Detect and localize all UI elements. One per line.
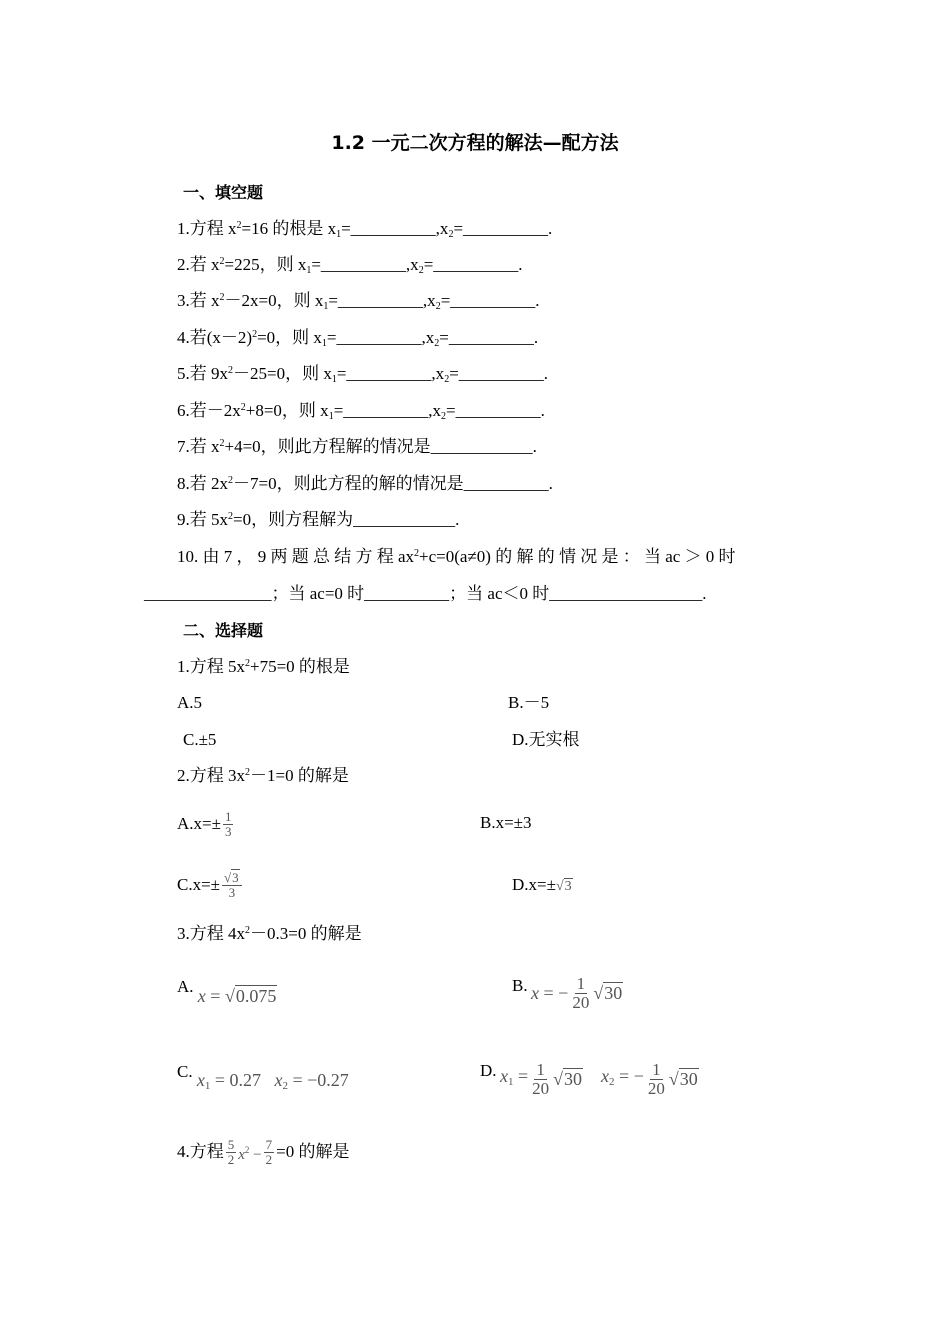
fill-question-4: 4.若$(x-2)^2=0$，则 $x_1=\_\_\_\_\_\_\_\_\_\_,x_2=\_\_\_\_\_\_\_\_\_\_$.: [177, 328, 539, 349]
fill-question-3: 3.若 $x^2-2x=0$，则 $x_1=\_\_\_\_\_\_\_\_\_\_,x_2=\_\_\_\_\_\_\_\_\_\_$.: [177, 291, 540, 312]
fill-question-5: 5.若 $9x^2-25=0$，则 $x_1=\_\_\_\_\_\_\_\_\_\_,x_2=\_\_\_\_\_\_\_\_\_\_$.: [177, 364, 549, 385]
fill-question-6: 6.若$-2x^2+8=0$，则 $x_1=\_\_\_\_\_\_\_\_\_\_,x_2=\_\_\_\_\_\_\_\_\_\_$.: [177, 401, 545, 422]
choice-1-option-c: C.±5: [183, 730, 217, 749]
choice-question-1: 1.方程 $5x^2+75=0$ 的根是: [177, 657, 350, 676]
page-title: 1.2 一元二次方程的解法—配方法: [331, 132, 619, 154]
section-fill-in-heading: 一、填空题: [183, 183, 264, 202]
fill-question-2: 2.若 $x^2=225$，则 $x_1=\_\_\_\_\_\_\_\_\_\_,x_2=\_\_\_\_\_\_\_\_\_\_$.: [177, 255, 523, 276]
choice-2-option-b: B.x=±3: [480, 813, 532, 832]
choice-2-option-a: A.x=± $\frac{1}{3}$: [177, 808, 232, 839]
fill-question-10-line-1: 10. 由 7 ， 9 两 题 总 结 方 程 $ax^2+c=0(a\ne 0)$ 的 解 的 情 况 是 ： 当 ac ＞ 0 时: [177, 547, 736, 566]
fill-question-9: 9.若 $5x^2=0$，则方程解为____________.: [177, 510, 460, 529]
choice-3-option-c: C. x1 = 0.27 x2 = −0.27: [177, 1062, 349, 1092]
choice-question-3: 3.方程 $4x^2-0.3=0$ 的解是: [177, 924, 362, 943]
choice-question-4: 4.方程 $\frac{5}{2}$ $x^2$ − $\frac{7}{2}$ =0 的解是: [177, 1136, 350, 1167]
choice-3-option-b-expression: x = − $\frac{1}{20}$ √30: [531, 973, 623, 1012]
fill-question-1: 1.方程 $x^2=16$ 的根是 $x_1=\_\_\_\_\_\_\_\_\_\_,x_2=\_\_\_\_\_\_\_\_\_\_$.: [177, 219, 553, 240]
fill-question-10-line-2: _______________；当 ac=0 时__________；当 ac＜0 时__________________.: [144, 584, 707, 603]
choice-3-option-b: B.: [512, 976, 528, 995]
choice-3-option-d: D.: [480, 1061, 497, 1080]
fraction-one-third: $\frac{1}{3}$: [224, 808, 232, 839]
section-choice-heading: 二、选择题: [183, 621, 264, 640]
choice-2-option-d: D.x=±√3: [512, 875, 572, 894]
choice-question-2: 2.方程 $3x^2-1=0$ 的解是: [177, 766, 349, 785]
fill-question-8: 8.若 $2x^2-7=0$，则此方程的解的情况是__________.: [177, 474, 553, 493]
choice-2-option-c: C.x=± $\frac{√3}{3}$: [177, 864, 244, 906]
fill-question-7: 7.若 $x^2+4=0$，则此方程解的情况是____________.: [177, 437, 537, 456]
choice-1-option-b: B.－5: [508, 693, 550, 712]
choice-3-option-a: A. x = √0.075: [177, 977, 277, 1006]
choice-1-option-a: A.5: [177, 693, 203, 712]
fraction-root3-over-3: $\frac{√3}{3}$: [222, 871, 242, 899]
choice-3-option-d-expression: x1 = $\frac{1}{20}$ √30 x2 = − $\frac{1}{20}$ √30: [500, 1059, 698, 1098]
choice-1-option-d: D.无实根: [512, 730, 580, 749]
